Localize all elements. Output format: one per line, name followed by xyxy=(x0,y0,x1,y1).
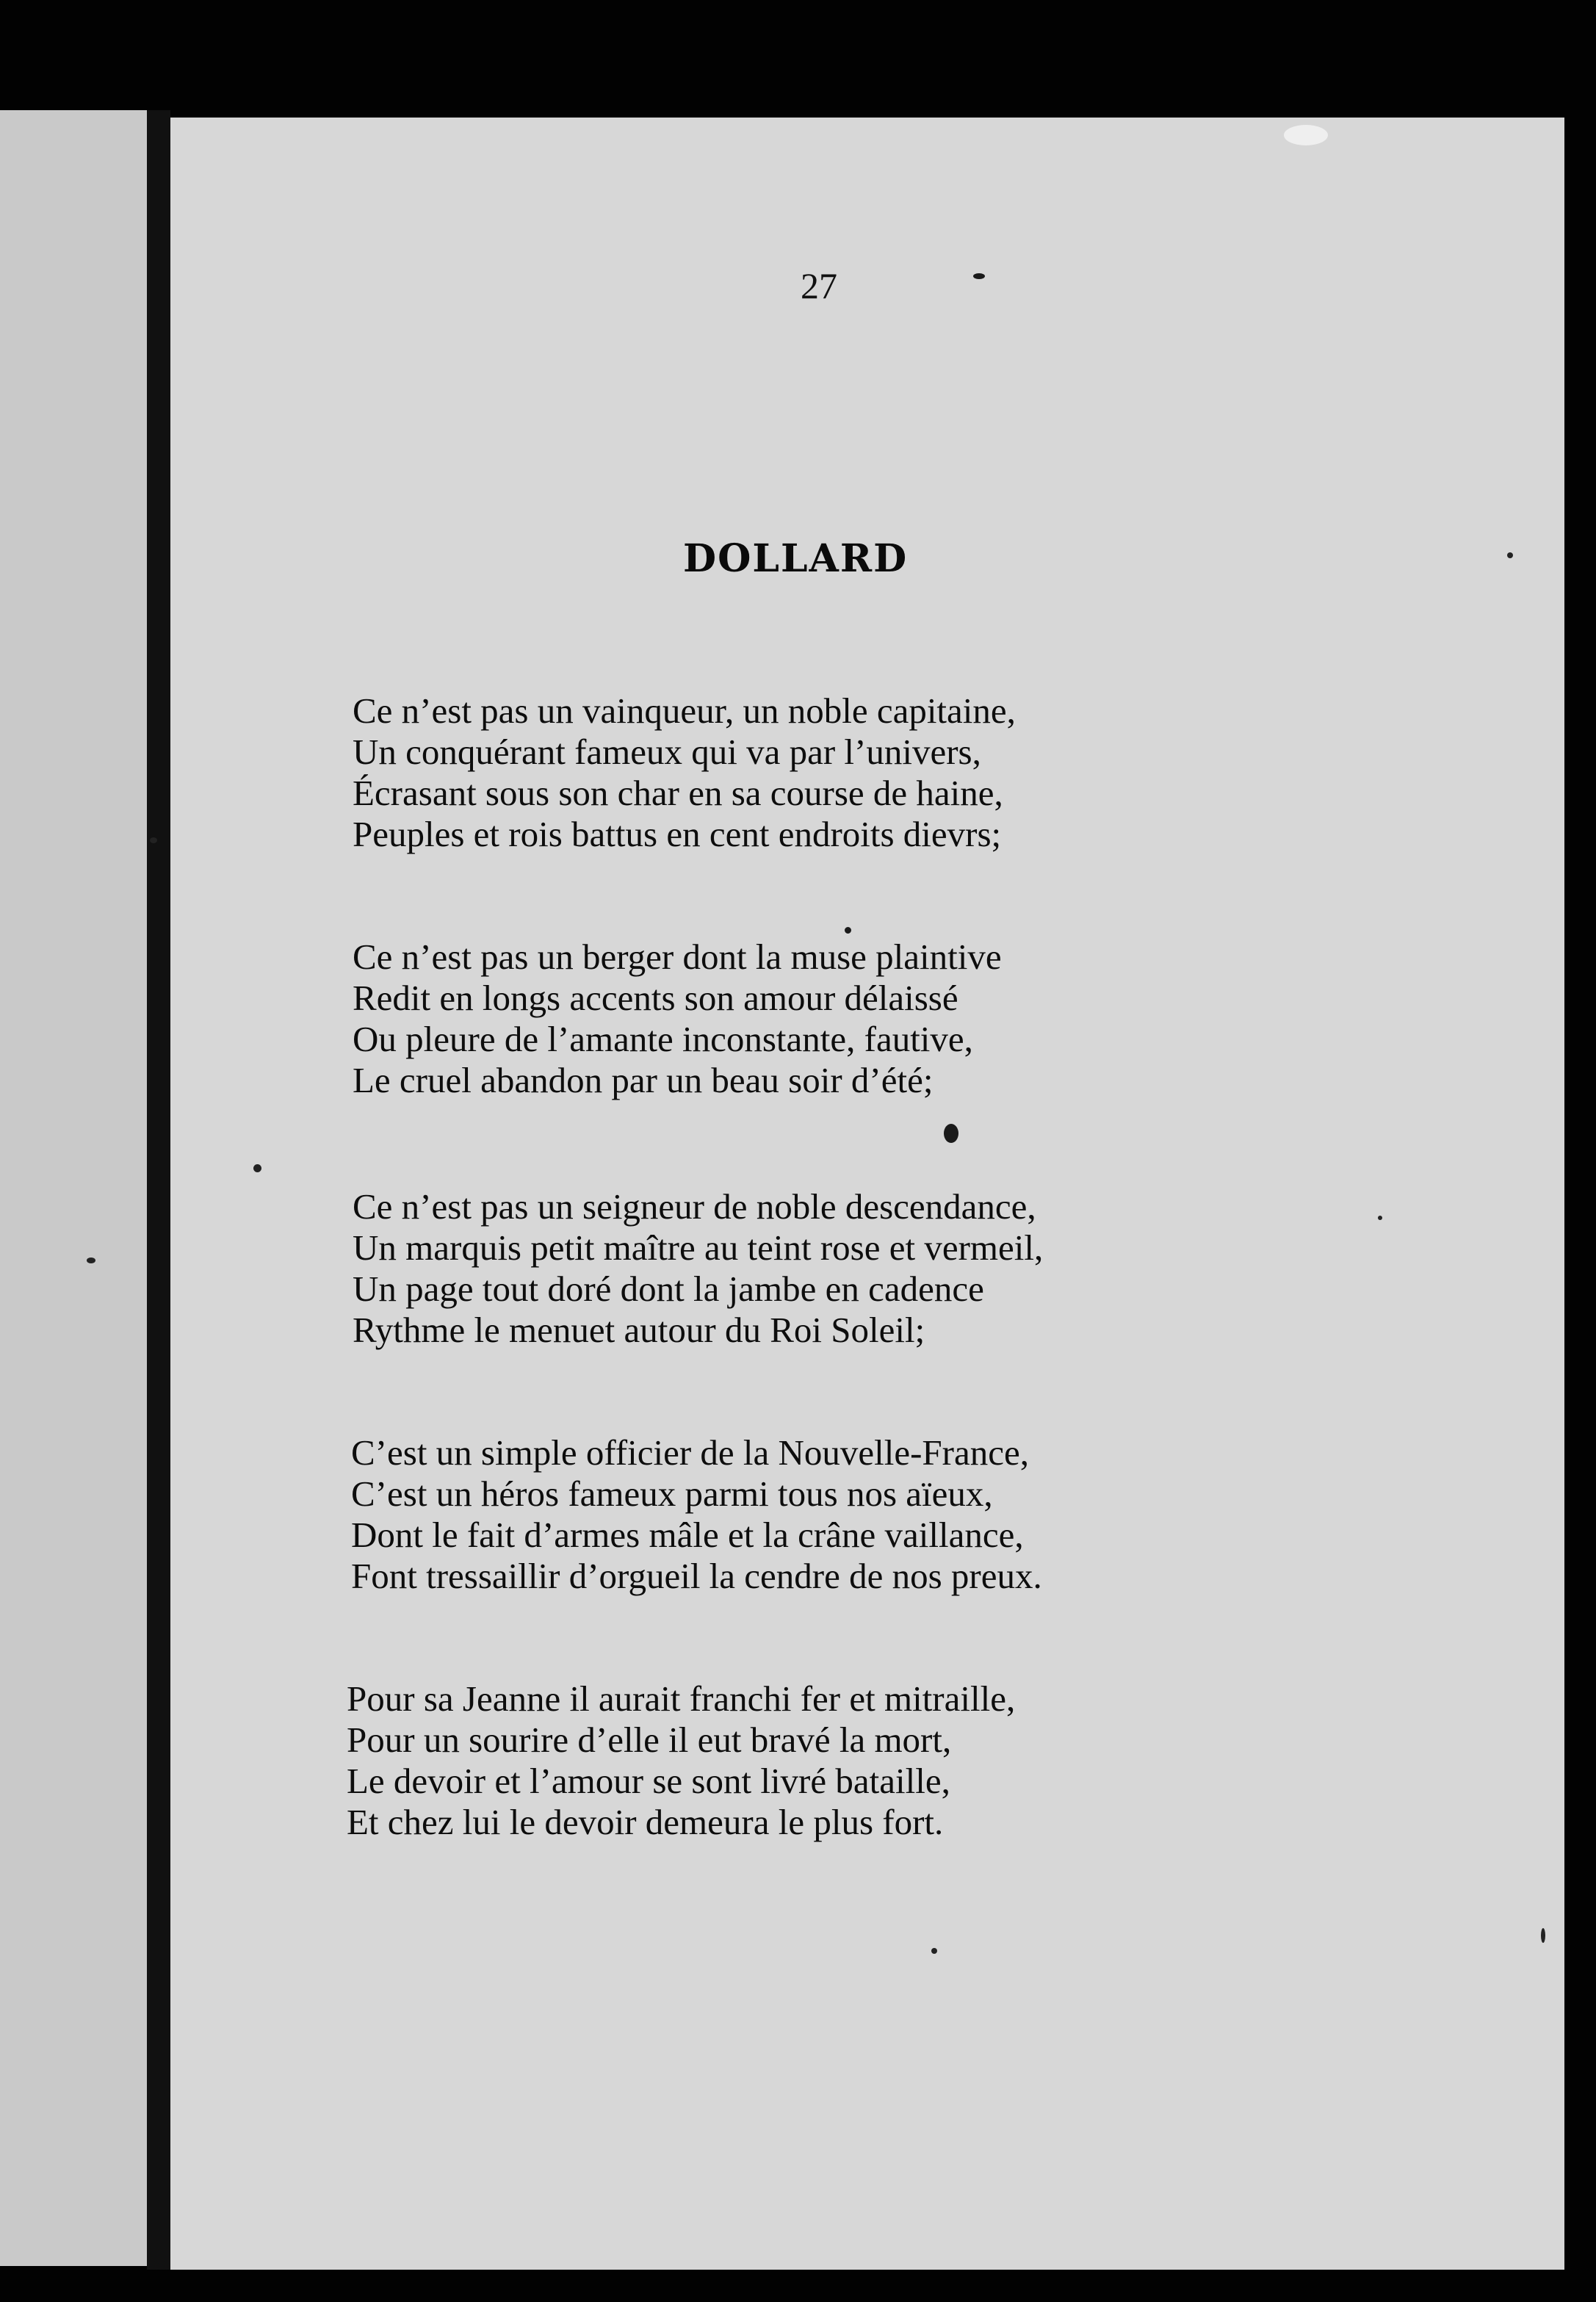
verse-line: Ou pleure de l’amante inconstante, fautive, xyxy=(353,1019,973,1059)
verse-line: Ce n’est pas un berger dont la muse plaintive xyxy=(353,937,1002,977)
binding-gutter xyxy=(147,110,170,2270)
scan-speck xyxy=(845,927,851,934)
stanza-1 xyxy=(353,690,1263,855)
verse-line: Un marquis petit maître au teint rose et vermeil, xyxy=(353,1227,1044,1268)
verse-line: Pour sa Jeanne il aurait franchi fer et mitraille, xyxy=(347,1678,1016,1719)
scan-speck xyxy=(150,837,157,843)
verse-line: C’est un simple officier de la Nouvelle-France, xyxy=(351,1432,1029,1473)
scan-speck xyxy=(253,1164,261,1172)
poem-title: DOLLARD xyxy=(683,536,909,581)
verse-line: Redit en longs accents son amour délaissé xyxy=(353,978,958,1018)
verse-line: C’est un héros fameux parmi tous nos aïeux, xyxy=(351,1473,993,1514)
verse-line: Dont le fait d’armes mâle et la crâne vaillance, xyxy=(351,1515,1024,1555)
verse-line: Un page tout doré dont la jambe en cadence xyxy=(353,1269,984,1309)
scan-speck xyxy=(1284,125,1328,145)
verse-line: Pour un sourire d’elle il eut bravé la mort, xyxy=(347,1720,952,1760)
verse-line: Rythme le menuet autour du Roi Soleil; xyxy=(353,1310,925,1350)
verse-line: Ce n’est pas un seigneur de noble descendance, xyxy=(353,1186,1036,1227)
stanza-3 xyxy=(353,1186,1263,1351)
stanza-5 xyxy=(347,1678,1257,1843)
verse-line: Un conquérant fameux qui va par l’univers, xyxy=(353,732,981,772)
scan-speck xyxy=(944,1124,958,1143)
scan-speck xyxy=(931,1948,937,1954)
scan-speck xyxy=(1378,1216,1382,1220)
verse-line: Et chez lui le devoir demeura le plus fort. xyxy=(347,1802,944,1842)
scan-speck xyxy=(973,273,985,279)
verse-line: Font tressaillir d’orgueil la cendre de nos preux. xyxy=(351,1556,1042,1596)
scan-speck xyxy=(1507,552,1513,558)
scan-speck xyxy=(1541,1928,1545,1943)
page-number: 27 xyxy=(801,265,837,306)
verse-line: Écrasant sous son char en sa course de haine, xyxy=(353,773,1003,813)
verse-line: Ce n’est pas un vainqueur, un noble capitaine, xyxy=(353,690,1016,731)
stanza-2 xyxy=(353,937,1263,1101)
previous-page-edge xyxy=(0,110,151,2266)
stanza-4 xyxy=(351,1432,1262,1597)
scan-speck xyxy=(87,1258,95,1263)
verse-line: Peuples et rois battus en cent endroits dievrs; xyxy=(353,814,1002,854)
verse-line: Le cruel abandon par un beau soir d’été; xyxy=(353,1060,934,1100)
verse-line: Le devoir et l’amour se sont livré bataille, xyxy=(347,1761,950,1801)
